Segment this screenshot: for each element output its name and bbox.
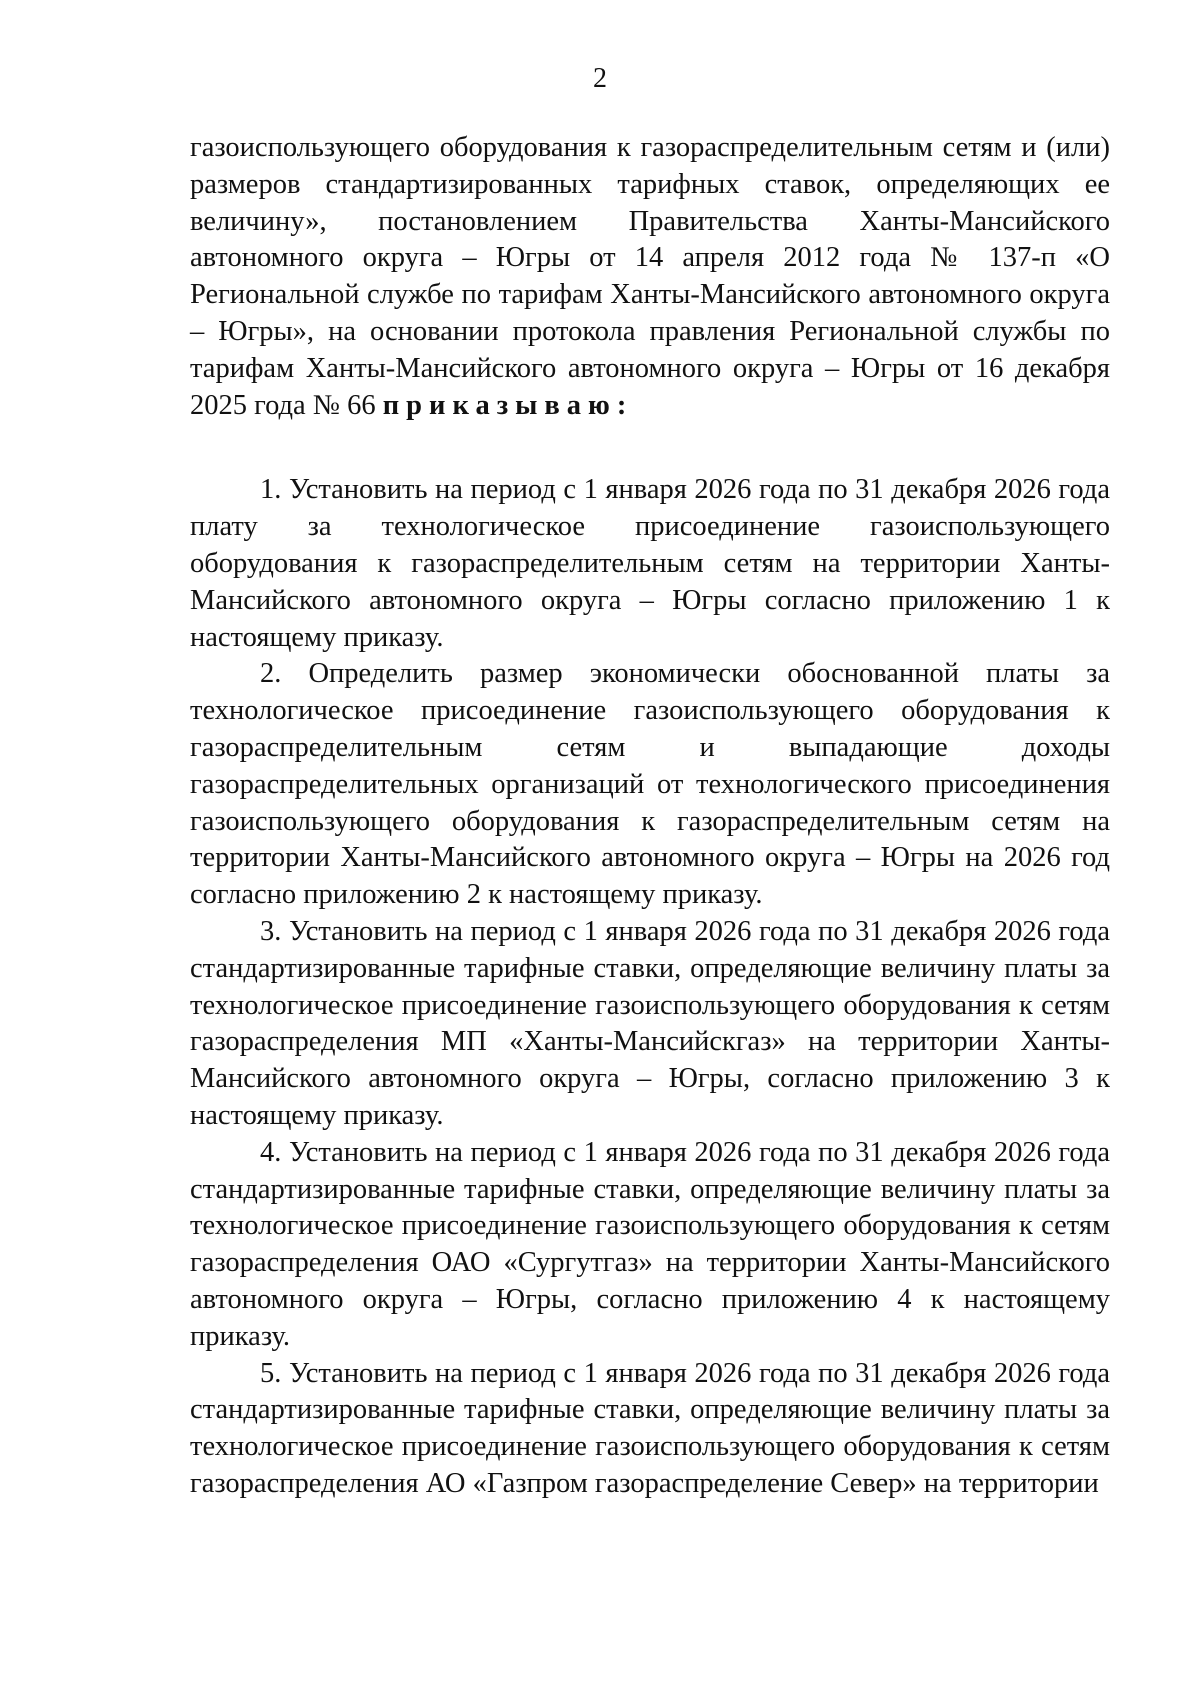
order-item-2: 2. Определить размер экономически обоснованной платы за технологическое присоединение газоиспользующего оборудования к газораспределительным сетям и выпадающие доходы газораспределительных организаций от технологического присоединения газоиспользующего оборудования к газораспределительным сетям на территории Ханты-Мансийского автономного округа – Югры на 2026 год согласно приложению 2 к настоящему приказу. bbox=[190, 658, 1110, 911]
page-number: 2 bbox=[593, 63, 607, 94]
order-item-4: 4. Установить на период с 1 января 2026 года по 31 декабря 2026 года стандартизированные тарифные ставки, определяющие величину платы за технологическое присоединение газоиспользующего оборудования к сетям газораспределения ОАО «Сургутгаз» на территории Ханты-Мансийского автономного округа – Югры, согласно приложению 4 к настоящему приказу. bbox=[190, 1136, 1110, 1352]
intro-text: газоиспользующего оборудования к газораспределительным сетям и (или) размеров стандартизированных тарифных ставок, определяющих ее величину», постановлением Правительства Ханты-Мансийского автономного округа – Югры от 14 апреля 2012 года № 137-п «О Региональной службе по тарифам Ханты-Мансийского автономного округа – Югры», на основании протокола правления Региональной службы по тарифам Ханты-Мансийского автономного округа – Югры от 16 декабря 2025 года № 66 bbox=[190, 132, 1110, 421]
intro-paragraph bbox=[190, 130, 1110, 424]
order-keyword: приказываю: bbox=[382, 389, 634, 421]
document-body bbox=[190, 130, 1110, 1503]
order-item-5: 5. Установить на период с 1 января 2026 года по 31 декабря 2026 года стандартизированные тарифные ставки, определяющие величину платы за технологическое присоединение газоиспользующего оборудования к сетям газораспределения АО «Газпром газораспределение Север» на территории bbox=[190, 1357, 1110, 1499]
order-item-3: 3. Установить на период с 1 января 2026 года по 31 декабря 2026 года стандартизированные тарифные ставки, определяющие величину платы за технологическое присоединение газоиспользующего оборудования к сетям газораспределения МП «Ханты-Мансийскгаз» на территории Ханты-Мансийского автономного округа – Югры, согласно приложению 3 к настоящему приказу. bbox=[190, 915, 1110, 1131]
order-item-1: 1. Установить на период с 1 января 2026 года по 31 декабря 2026 года плату за технологическое присоединение газоиспользующего оборудования к газораспределительным сетям на территории Ханты-Мансийского автономного округа – Югры согласно приложению 1 к настоящему приказу. bbox=[190, 474, 1110, 653]
paragraph-spacer bbox=[190, 424, 1110, 472]
